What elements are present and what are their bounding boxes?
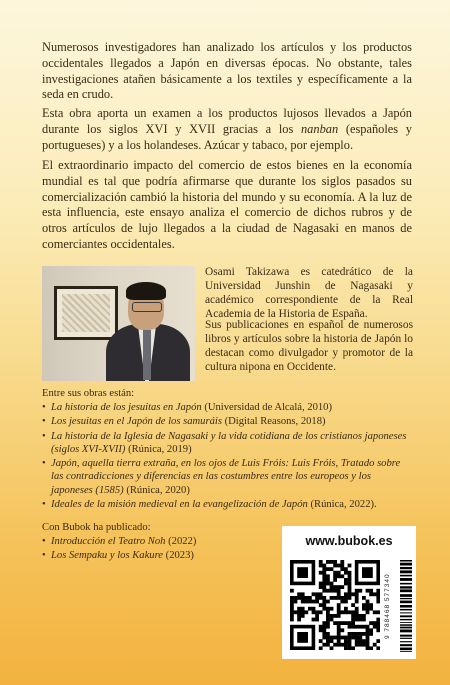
work-details: (2022) xyxy=(165,536,197,547)
work-title: Japón, aquella tierra extraña, en los ojos de Luis Fróis: Luis Fróis, Tratado sobre las contradicciones y diferencias en las costumbres entre los europeos y los japoneses (1585) xyxy=(51,458,401,496)
bubok-works-list xyxy=(42,535,262,564)
works-list xyxy=(42,401,414,512)
work-details: (Rúnica, 2022). xyxy=(307,499,377,511)
barcode-icon xyxy=(400,560,412,652)
wall-frame xyxy=(54,286,118,340)
list-item xyxy=(42,401,414,414)
work-title: Los Sempaku y los Kakure xyxy=(51,550,164,562)
work-details: (2023) xyxy=(163,550,194,562)
list-item xyxy=(42,549,262,562)
work-details: (Rúnica, 2019) xyxy=(125,443,192,455)
work-title: Ideales de la misión medieval en la evangelización de Japón xyxy=(51,499,308,511)
list-item xyxy=(42,457,414,497)
list-item xyxy=(42,535,262,548)
intro-paragraph-1: Numerosos investigadores han analizado los artículos y los productos occidentales llegados a Japón en diversas épocas. No obstante, tales investigaciones atañen básicamente a los textiles y específicamente a la seda en crudo. xyxy=(42,40,412,102)
bubok-works-heading: Con Bubok ha publicado: xyxy=(42,522,151,533)
list-item xyxy=(42,430,414,457)
work-details: (Universidad de Alcalá, 2010) xyxy=(201,402,332,413)
nanban-term: nanban xyxy=(300,121,339,136)
work-title: La historia de los jesuitas en Japón xyxy=(51,402,202,413)
author-bio-2: Sus publicaciones en español de numerosos libros y artículos sobre la historia de Japón lo destacan como divulgador y promotor de la cultura nipona en Occidente. xyxy=(205,319,413,373)
intro-paragraph-3: El extraordinario impacto del comercio de estos bienes en la economía mundial es tal que podría afirmarse que durante los siglos pasados su comercialización cambió la historia del mundo y su economía. A la luz de esta influencia, este ensayo analiza el comercio de dichos rubros y de otros artículos de lujo llegados a la ciudad de Nagasaki en manos de comerciantes occidentales. xyxy=(42,158,412,251)
work-title: La historia de la Iglesia de Nagasaki y la vida cotidiana de los cristianos japoneses (siglos XVI-XVII) xyxy=(51,430,407,455)
work-title: Los jesuitas en el Japón de los samuráis xyxy=(51,416,222,428)
work-details: (Digital Reasons, 2018) xyxy=(221,416,326,428)
qr-code-icon xyxy=(290,560,380,650)
publisher-barcode-box xyxy=(282,526,416,659)
list-item xyxy=(42,498,414,511)
list-item xyxy=(42,415,414,428)
work-details: (Rúnica, 2020) xyxy=(123,484,190,496)
intro-paragraph-2 xyxy=(42,106,412,153)
author-photo xyxy=(42,266,195,381)
intro-paragraph-2-end: (españoles y portugueses) y a los holandeses. Azúcar y tabaco, por ejemplo. xyxy=(42,121,412,152)
isbn-number: 9 788468 577340 xyxy=(384,573,391,639)
works-heading: Entre sus obras están: xyxy=(42,388,135,399)
work-title: Introducción el Teatro Noh xyxy=(51,536,166,547)
author-bio-1: Osami Takizawa es catedrático de la Universidad Junshin de Nagasaki y académico correspondiente de la Real Academia de la Historia de España. xyxy=(205,266,413,320)
intro-paragraph-2-start: Esta obra aporta un examen a los productos lujosos llevados a Japón durante los siglos XVI y XVII gracias a los xyxy=(42,106,412,136)
publisher-logo: www.bubok.es xyxy=(305,534,393,548)
